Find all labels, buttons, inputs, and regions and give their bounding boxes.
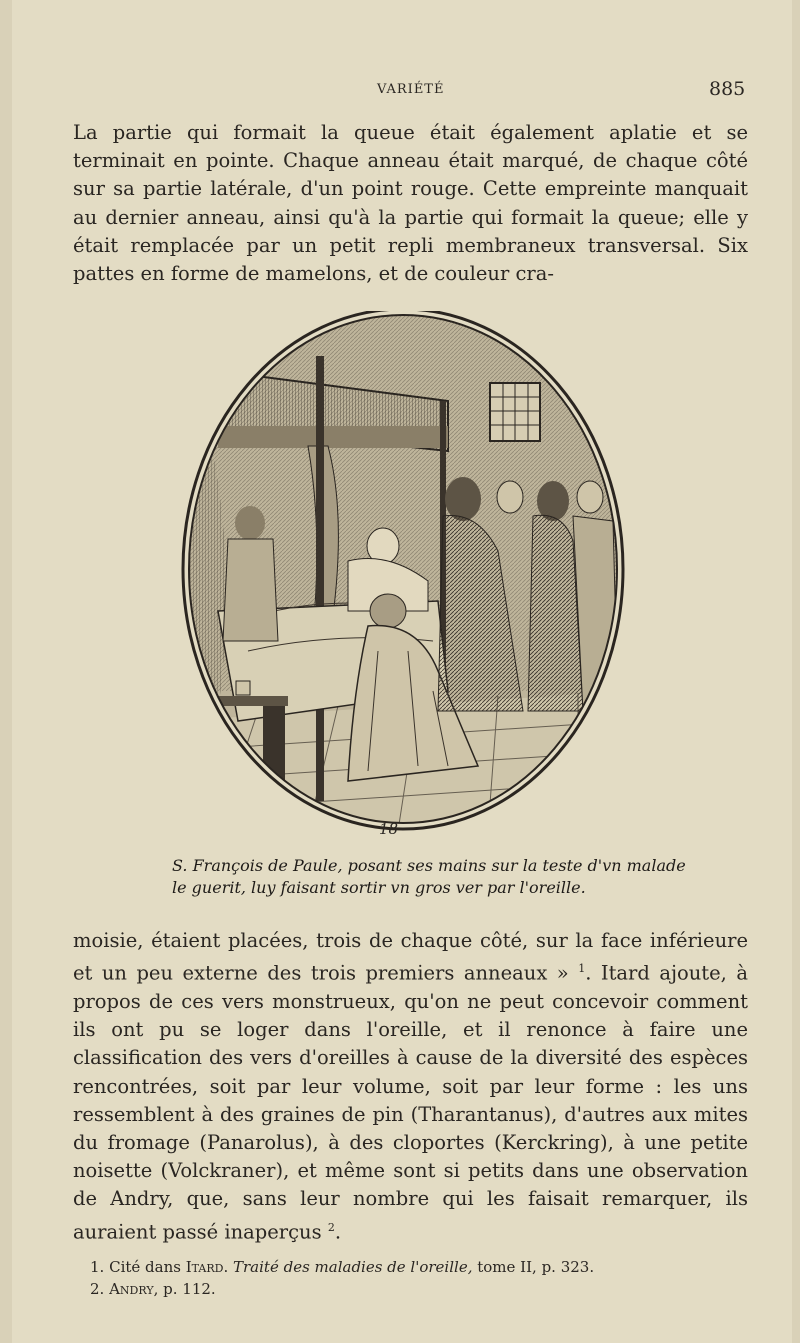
footnote-ref-2[interactable]: 2 bbox=[327, 1220, 335, 1234]
footnote-1-number: 1. bbox=[90, 1258, 105, 1276]
page-number: 885 bbox=[709, 78, 746, 100]
friar-figure bbox=[445, 477, 481, 521]
woman-figure bbox=[235, 506, 265, 540]
bedpost bbox=[316, 356, 324, 801]
illustration-caption: S. François de Paule, posant ses mains sur la teste d'vn malade le guerit, luy faisant sortir vn gros ver par l'oreille. bbox=[172, 856, 686, 897]
plate-number: 18 bbox=[379, 820, 399, 838]
footnote-1 bbox=[90, 1256, 750, 1278]
footnote-1-pre: Cité dans bbox=[109, 1258, 181, 1276]
footnote-2-rest: p. 112. bbox=[163, 1280, 216, 1298]
paragraph-bottom-end: . bbox=[334, 1220, 342, 1244]
footnote-2 bbox=[90, 1278, 750, 1300]
engraving-illustration bbox=[178, 311, 628, 831]
footnote-2-number: 2. bbox=[90, 1280, 105, 1298]
footnote-ref-1[interactable]: 1 bbox=[578, 962, 586, 976]
paragraph-bottom-text-b: . Itard ajoute, à propos de ces vers monstrueux, qu'on ne peut concevoir comment ils ont pu se loger dans l'oreille, et il renonce à faire une classification des vers d'oreilles à cause de la diversité des espèces rencontrées, soit par leur volume, soit par leur forme : les uns ressemblent à des graines de pin (Tharantanus), d'autres aux mites du fromage (Panarolus), à des cloportes (Kerckring), à une petite noisette (Volckraner), et même sont si petits dans une observation de Andry, que, sans leur nombre qui les faisait remarquer, ils auraient passé inaperçus bbox=[73, 961, 748, 1244]
footnote-1-author: Itard. bbox=[185, 1258, 229, 1276]
paragraph-bottom bbox=[73, 927, 748, 1246]
footnote-1-rest: tome II, p. 323. bbox=[477, 1258, 595, 1276]
running-head: VARIÉTÉ bbox=[377, 82, 445, 97]
paragraph-top: La partie qui formait la queue était également aplatie et se terminait en pointe. Chaque anneau était marqué, de chaque côté sur sa partie latérale, d'un point rouge. Cette empreinte manquait au dernier anneau, ainsi qu'à la partie qui formait la queue; elle y était remplacée par un petit repli membraneux transversal. Six pattes en forme de mamelons, et de couleur cra- bbox=[73, 121, 748, 286]
kneeling-figure bbox=[370, 594, 406, 628]
page bbox=[12, 0, 792, 1343]
footnotes bbox=[90, 1256, 750, 1300]
footnote-1-title: Traité des maladies de l'oreille, bbox=[233, 1258, 473, 1276]
footnote-2-author: Andry, bbox=[109, 1280, 159, 1298]
paragraph-bottom-text-a: moisie, étaient placées, trois de chaque côté, sur la face inférieure et un peu externe des trois premiers anneaux » bbox=[73, 929, 748, 985]
